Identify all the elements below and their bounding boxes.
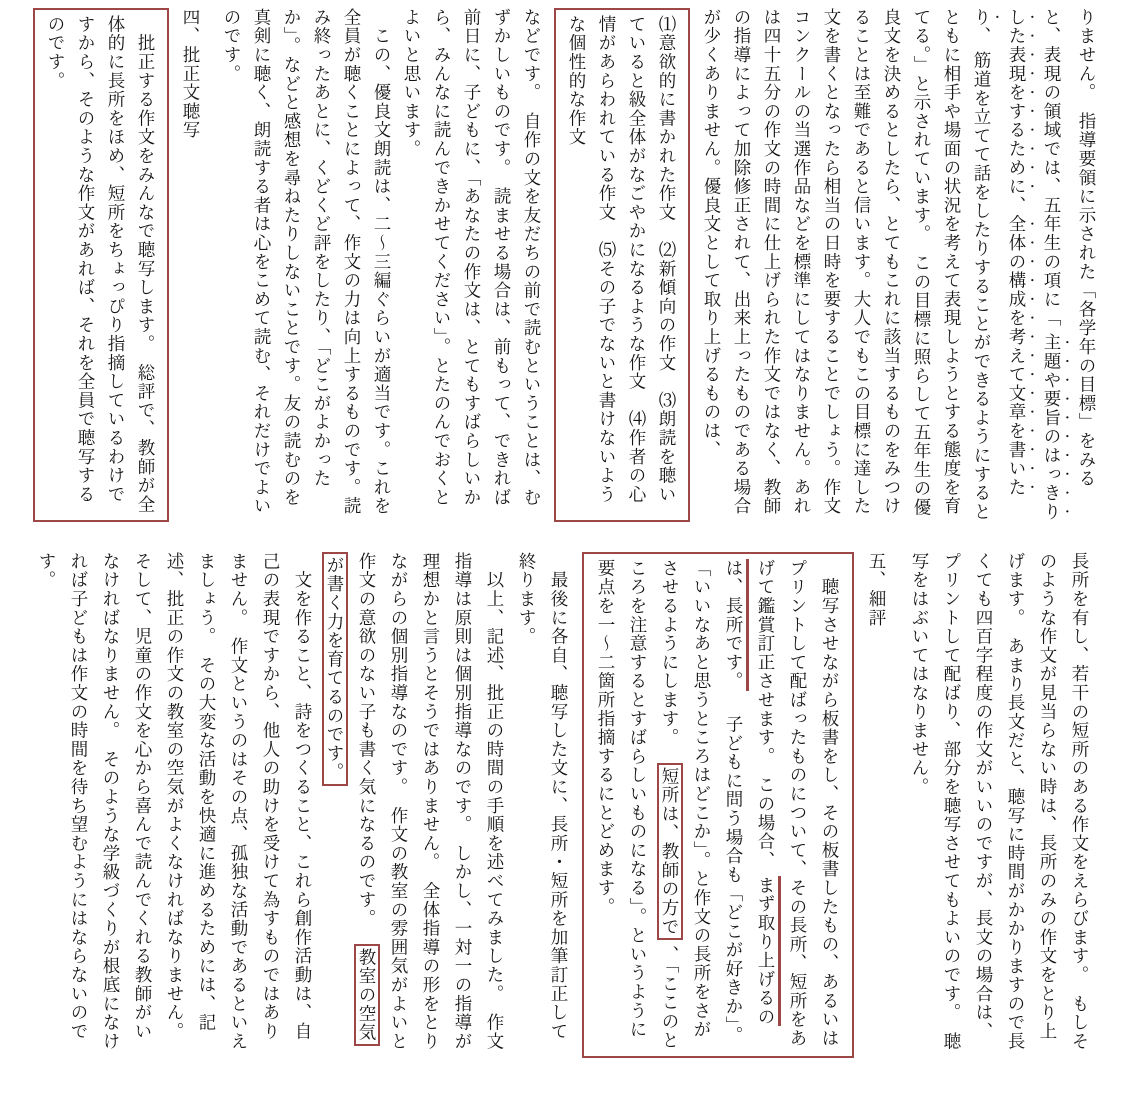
- paragraph-choosing-compositions: [904, 552, 1096, 1058]
- sideline-emphasized-text: まず取り上げるのは、長所です。: [724, 559, 781, 1026]
- criteria-list-text: ⑴意欲的に書かれた作文 ⑵新傾向の作文 ⑶朗読を聴いていると級全体がなごやかになるような作文 ⑷作者の心情があらわれている作文 ⑸その子でないと書けないような個性的な作文: [567, 15, 677, 504]
- text-run: 以上、記述、批正の時間の手順を述べてみました。 作文指導は原則は個別指導なのです。 しかし、一対一の指導が理想かと言うとそうではありません。 全体指導の形をとりながらの個別指導なのです。 作文の教室の雰囲気がよいと作文の意欲のない子も書く気になるのです。: [357, 552, 505, 1051]
- text-run: 長所を有し、若干の短所のある作文をえらびます。 もしそのような作文が見当らない時は、長所のみの作文をとり上げます。 あまり長文だと、聴写に時間がかかりますので長くても四百字程度の作文がいいのですが、長文の場合は、プリントして配ばり、部分を聴写させてもよいのです。 聴写をはぶいてはなりません。: [910, 552, 1090, 1051]
- boxed-paragraph-text: 批正する作文をみんなで聴写します。 総評で、教師が全体的に長所をほめ、短所をちょっぴり指摘しているわけですから、そのような作文があれば、それを全員で聴写するのです。: [46, 15, 156, 514]
- paragraph-creative-activity: [31, 552, 319, 1058]
- bottom-text-block: [31, 552, 1096, 1058]
- highlight-box-hiseibun-chosha: [33, 8, 169, 522]
- dot-emphasized-text: 主題や要旨のはっきりした表現をするために、全体の構成を考えて文章を書いたり、: [972, 8, 1062, 522]
- boxed-emphasized-text-classroom-air: 教室の空気が書く力を育てるのです。: [322, 552, 380, 1046]
- text-run: 筋道を立てて話をしたりすることができるようにするとともに相手や場面の状況を考えて表現しようとする態度を育てる。」と示されています。 この目標に照らして五年生の優良文を決めるとしたら、とてもこれに該当するものをみつけることは至難であると信います。大人でもこの目標に達した文を書くとなったら相当の日時を要することでしょう。作文コンクールの当選作品などを標準にしてはなりません。あれは四十五分の作文の時間に仕上げられた作文ではなく、教師の指導によって加除修正されて、出来上ったものである場合が少くありません。優良文として取り上げるものは、: [702, 8, 992, 522]
- paragraph-classroom-atmosphere: [319, 552, 511, 1058]
- text-run: 文を作ること、詩をつくること、これら創作活動は、自己の表現ですから、他人の助けを受けて為すものではありません。 作文というのはその点、孤独な活動であるといえましょう。 その大変な活動を快適に進めるためには、記述、批正の作文の教室の空気がよくなければなりません。そして、児童の作文を心から喜んで読んでくれる教師がいなければなりません。 そのような学級づくりが根底になければ子どもは作文の時間を待ち望むようにはならないのです。: [37, 552, 313, 1051]
- heading-text: 四、批正文聴写: [181, 8, 201, 140]
- paragraph-curriculum-goals: [697, 8, 1102, 522]
- boxed-emphasized-text-tansho: 短所は、教師の方で: [657, 763, 683, 940]
- highlight-box-selection-criteria: [554, 8, 690, 522]
- text-run: この、優良文朗読は、二〜三編ぐらいが適当です。これを全員が聴くことによって、作文の力は向上するものです。読み終ったあとに、くどくど評をしたり、「どこがよかったか」。などと感想を尋ねたりしないことです。友の読むのを真剣に聴く、朗読する者は心をこめて読む、それだけでよいのです。: [222, 8, 392, 516]
- text-run: などです。 自作の文を友だちの前で読むということは、むずかしいものです。 読ませる場合は、前もって、できれば前日に、子どもに、「あなたの作文は、とてもすばらしいから、みんなに読んできかせてください」。とたのんでおくとよいと思います。: [402, 8, 542, 507]
- text-run: 聴写させながら板書をし、その板書したもの、あるいはプリントして配ばったものについて、その長所、短所をあげて鑑賞訂正させます。 この場合、: [756, 559, 840, 1048]
- paragraph-recitation-advice: [217, 8, 397, 522]
- section-heading-4-hiseibun-chosha: [176, 8, 206, 522]
- text-run: りません。 指導要領に示された「各学年の目標」をみると、表現の領域では、五年生の項に「: [1042, 8, 1097, 489]
- highlight-box-saihyo: [582, 552, 854, 1058]
- text-run: 、「ここのところを注意するとすばらしいものになる」。というように要点を一〜二箇所指摘するにとどめます。: [596, 559, 680, 1050]
- paragraph-final-correction: [511, 552, 575, 1058]
- paragraph-reading-aloud: [397, 8, 547, 522]
- section-heading-5-saihyo: [861, 552, 893, 1058]
- text-run: 最後に各自、聴写した文に、長所・短所を加筆訂正して終ります。: [517, 552, 569, 1041]
- text-run: 子どもに問う場合も「どこが好きか」。「いいなあと思うところはどこか」。と作文の長所をさがさせるようにします。: [660, 559, 744, 1045]
- heading-text: 五、細評: [867, 552, 887, 628]
- top-text-block: [26, 8, 1102, 522]
